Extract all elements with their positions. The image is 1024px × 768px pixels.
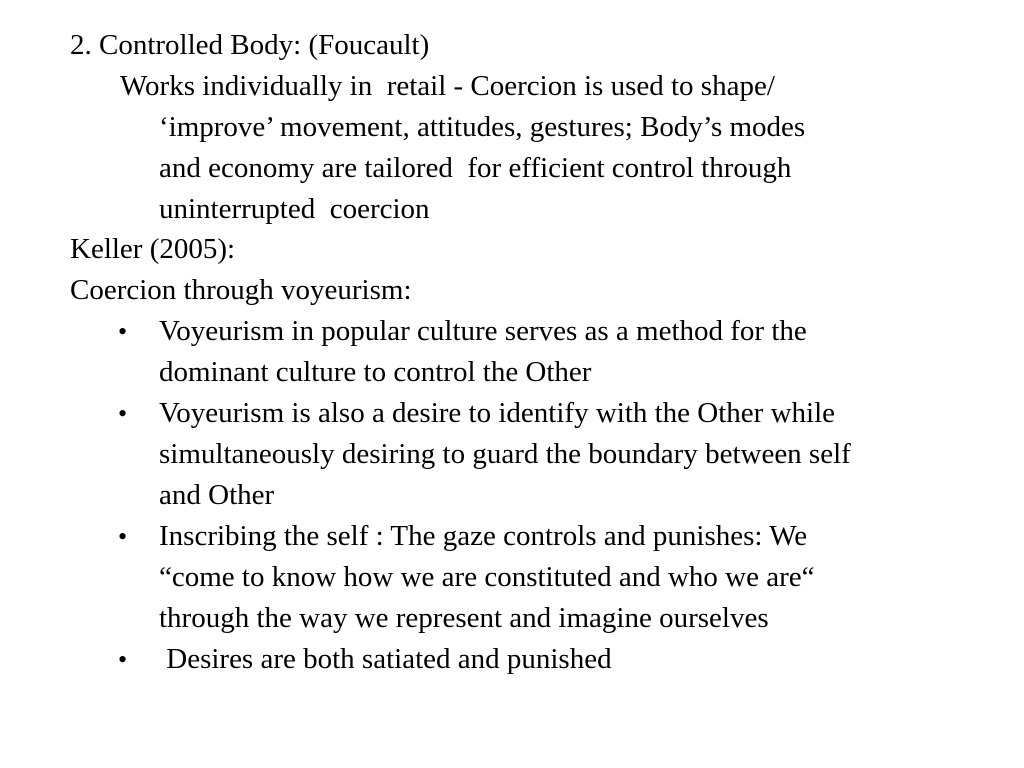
bullet-1-line-1: Voyeurism in popular culture serves as a method for the	[159, 315, 807, 347]
voyeurism-subheading: Coercion through voyeurism:	[70, 274, 412, 306]
foucault-line-3: and economy are tailored for efficient control through	[159, 152, 792, 184]
bullet-1-line-2: dominant culture to control the Other	[159, 356, 592, 388]
foucault-line-1: Works individually in retail - Coercion is used to shape/	[120, 70, 775, 102]
slide-heading: 2. Controlled Body: (Foucault)	[70, 29, 430, 61]
foucault-line-4: uninterrupted coercion	[159, 193, 430, 225]
bullet-2-line-2: simultaneously desiring to guard the boundary between self	[159, 438, 851, 470]
bullet-marker: •	[118, 645, 128, 674]
bullet-3-line-1: Inscribing the self : The gaze controls and punishes: We	[159, 520, 808, 552]
bullet-marker: •	[118, 317, 128, 346]
bullet-marker: •	[118, 522, 128, 551]
bullet-marker: •	[118, 399, 128, 428]
bullet-3-line-2: “come to know how we are constituted and who we are“	[159, 561, 815, 593]
bullet-3-line-3: through the way we represent and imagine ourselves	[159, 602, 769, 634]
keller-reference: Keller (2005):	[70, 233, 236, 265]
bullet-4-line-1: Desires are both satiated and punished	[159, 643, 612, 675]
bullet-2-line-3: and Other	[159, 479, 275, 511]
foucault-line-2: ‘improve’ movement, attitudes, gestures; Body’s modes	[159, 111, 806, 143]
bullet-2-line-1: Voyeurism is also a desire to identify with the Other while	[159, 397, 836, 429]
